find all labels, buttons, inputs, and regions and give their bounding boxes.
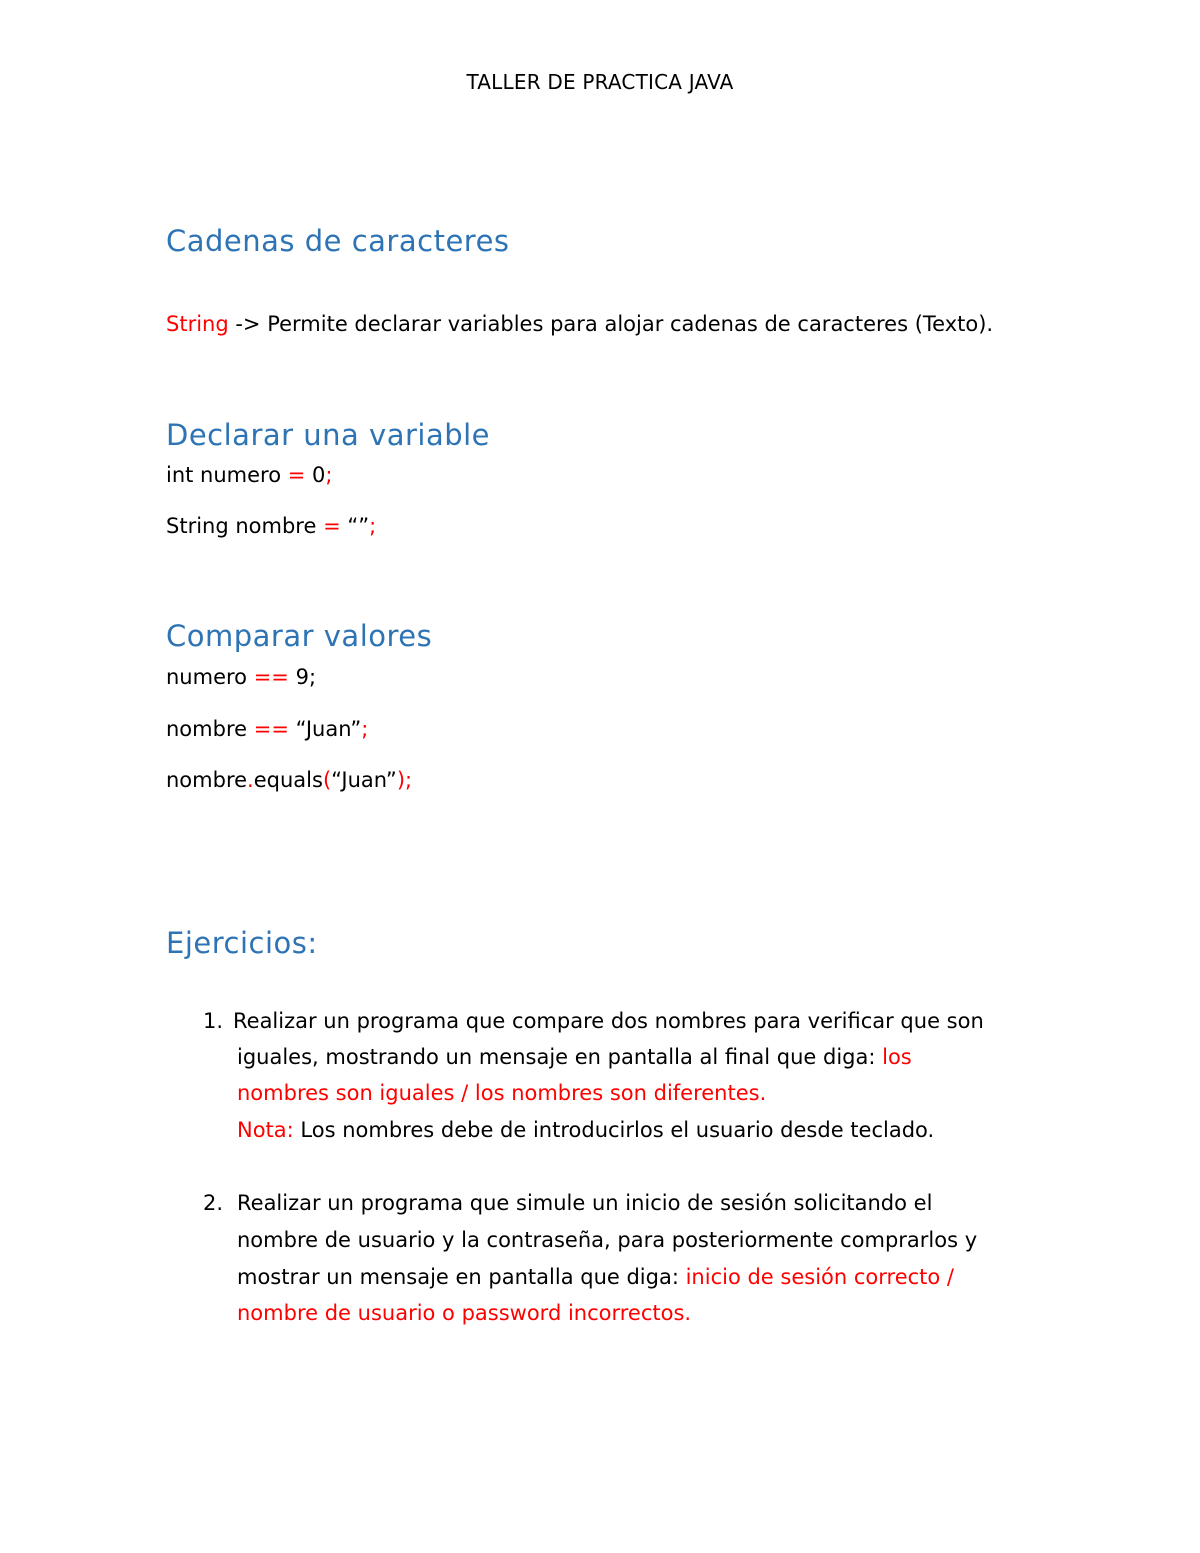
code-dot: . bbox=[247, 768, 254, 792]
code-line-compare-numero bbox=[166, 665, 316, 689]
code-text: 9; bbox=[288, 665, 317, 689]
code-line-string bbox=[166, 514, 376, 538]
code-line-int bbox=[166, 463, 332, 487]
code-operator: = bbox=[323, 514, 341, 538]
code-text: equals bbox=[253, 768, 323, 792]
code-text: int numero bbox=[166, 463, 288, 487]
list-text: iguales, mostrando un mensaje en pantalla al final que diga: bbox=[237, 1045, 883, 1069]
code-text: String nombre bbox=[166, 514, 324, 538]
list-text: Los nombres debe de introducirlos el usuario desde teclado. bbox=[293, 1118, 935, 1142]
list-line bbox=[237, 1045, 912, 1069]
list-line bbox=[237, 1265, 954, 1289]
string-description bbox=[166, 312, 993, 336]
code-paren: ); bbox=[396, 768, 413, 792]
code-semicolon: ; bbox=[325, 463, 333, 487]
heading-declarar: Declarar una variable bbox=[166, 418, 491, 452]
string-keyword: String bbox=[166, 312, 229, 336]
code-line-equals bbox=[166, 768, 412, 792]
note-label: Nota: bbox=[237, 1118, 294, 1142]
code-text: “Juan” bbox=[331, 768, 397, 792]
heading-comparar: Comparar valores bbox=[166, 619, 433, 653]
code-operator: = bbox=[287, 463, 306, 487]
heading-cadenas: Cadenas de caracteres bbox=[166, 224, 510, 258]
code-line-compare-nombre bbox=[166, 717, 368, 741]
code-semicolon: ; bbox=[361, 717, 369, 741]
list-line: Realizar un programa que simule un inicio de sesión solicitando el bbox=[237, 1191, 933, 1215]
list-line: nombre de usuario y la contraseña, para posteriormente comprarlos y bbox=[237, 1228, 978, 1252]
code-paren: ( bbox=[322, 768, 332, 792]
arrow-text: -> bbox=[228, 312, 261, 336]
list-highlight: inicio de sesión correcto / bbox=[685, 1265, 954, 1289]
list-line bbox=[237, 1118, 934, 1142]
list-number: 1. bbox=[203, 1009, 224, 1033]
code-text: nombre bbox=[166, 768, 248, 792]
heading-ejercicios: Ejercicios: bbox=[166, 926, 318, 960]
code-text: numero bbox=[166, 665, 254, 689]
code-text: “” bbox=[340, 514, 370, 538]
code-text: 0 bbox=[305, 463, 326, 487]
list-highlight: los bbox=[882, 1045, 912, 1069]
list-number: 2. bbox=[203, 1191, 224, 1215]
code-operator: == bbox=[253, 665, 289, 689]
list-line: nombres son iguales / los nombres son diferentes. bbox=[237, 1081, 767, 1105]
code-text: “Juan” bbox=[288, 717, 362, 741]
code-text: nombre bbox=[166, 717, 254, 741]
code-semicolon: ; bbox=[369, 514, 377, 538]
document-title: TALLER DE PRACTICA JAVA bbox=[466, 70, 734, 94]
list-text: mostrar un mensaje en pantalla que diga: bbox=[237, 1265, 686, 1289]
code-operator: == bbox=[253, 717, 289, 741]
string-desc-text: Permite declarar variables para alojar cadenas de caracteres (Texto). bbox=[260, 312, 994, 336]
list-line: Realizar un programa que compare dos nombres para verificar que son bbox=[233, 1009, 984, 1033]
list-line: nombre de usuario o password incorrectos. bbox=[237, 1301, 692, 1325]
